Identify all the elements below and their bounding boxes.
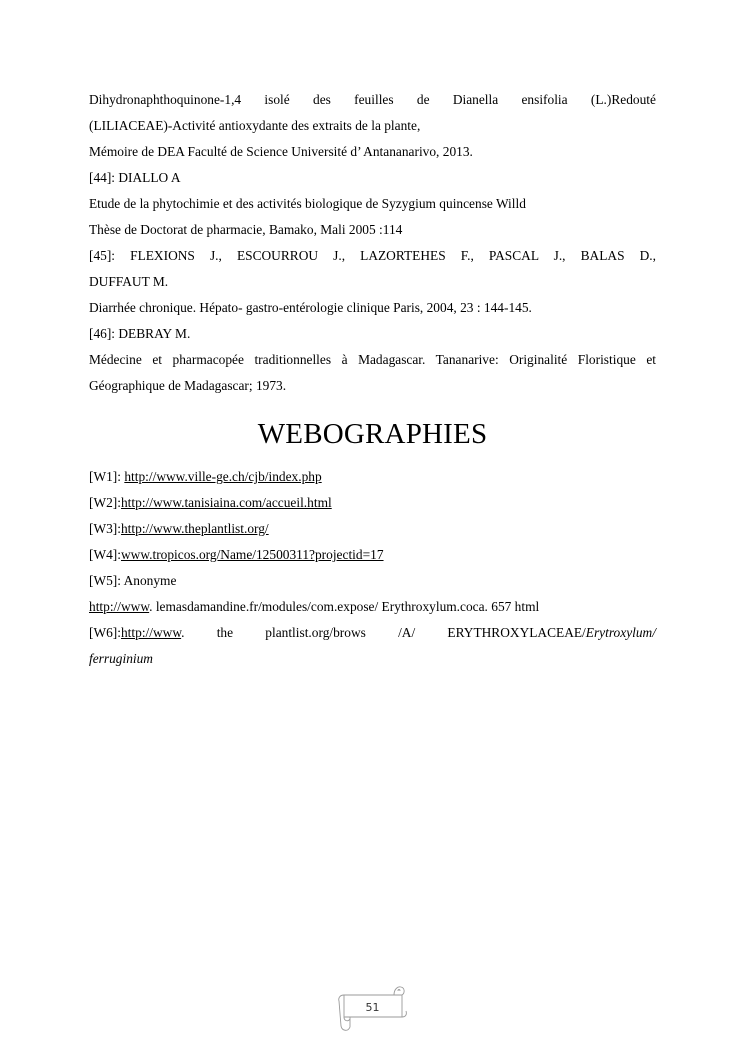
web-ref-w5-label: [W5]: Anonyme: [89, 573, 177, 588]
web-ref-w6-cont: ferruginium: [89, 651, 153, 666]
web-ref-link[interactable]: http://www.theplantlist.org/: [120, 521, 269, 536]
web-ref-w4: [89, 542, 656, 568]
webographies-heading: WEBOGRAPHIES: [257, 418, 488, 450]
text-segment: plantlist.org/brows: [265, 625, 366, 640]
web-ref-label: [W4]:: [89, 547, 121, 562]
web-ref-text: . lemasdamandine.fr/modules/com.expose/ Erythroxylum.coca. 657 html: [149, 599, 540, 614]
text-segment: ERYTHROXYLACEAE/: [447, 625, 586, 640]
reference-46-author: [46]: DEBRAY M.: [89, 326, 191, 341]
web-ref-w2: [89, 490, 656, 516]
reference-45-authors-cont: DUFFAUT M.: [89, 274, 169, 289]
text-segment: feuilles: [354, 92, 394, 107]
text-segment: Dianella: [452, 92, 499, 107]
web-ref-link[interactable]: http://www: [120, 625, 182, 640]
text-segment: /A/: [398, 625, 416, 640]
reference-44-source: Thèse de Doctorat de pharmacie, Bamako, Mali 2005 :114: [89, 222, 403, 237]
web-ref-label: [W1]:: [89, 469, 125, 484]
text-segment: Dihydronaphthoquinone-1,4: [89, 92, 242, 107]
text-segment: Médecine et pharmacopée traditionnelles à Madagascar. Tananarive: Originalité Floristique et: [89, 352, 656, 367]
reference-45-title: Diarrhée chronique. Hépato- gastro-entérologie clinique Paris, 2004, 23 : 144-145.: [89, 300, 532, 315]
text-segment: .: [181, 625, 185, 640]
reference-45-authors: [89, 243, 656, 269]
text-segment: ensifolia: [521, 92, 568, 107]
web-ref-w1: [89, 464, 656, 490]
references-body: [89, 87, 656, 672]
web-ref-link[interactable]: http://www.tanisiaina.com/accueil.html: [120, 495, 332, 510]
web-ref-label: [W2]:: [89, 495, 121, 510]
web-ref-link[interactable]: http://www: [89, 599, 150, 614]
reference-46-title-cont: Géographique de Madagascar; 1973.: [89, 378, 287, 393]
text-segment: des: [313, 92, 331, 107]
text-segment: isolé: [264, 92, 290, 107]
text-segment: de: [416, 92, 430, 107]
web-ref-label: [W6]:: [89, 625, 121, 640]
reference-44-title: Etude de la phytochimie et des activités biologique de Syzygium quincense Willd: [89, 196, 526, 211]
web-ref-link[interactable]: http://www.ville-ge.ch/cjb/index.php: [124, 469, 322, 484]
reference-line-3: Mémoire de DEA Faculté de Science Université d’ Antananarivo, 2013.: [89, 144, 473, 159]
text-segment: [45]: FLEXIONS J., ESCOURROU J., LAZORTEHES F., PASCAL J., BALAS D.,: [89, 248, 656, 263]
web-ref-w6: [89, 620, 656, 646]
text-segment: (L.)Redouté: [590, 92, 656, 107]
reference-line-2: (LILIACEAE)-Activité antioxydante des extraits de la plante,: [89, 118, 421, 133]
reference-44-author: [44]: DIALLO A: [89, 170, 181, 185]
reference-line-1: [89, 87, 656, 113]
page-number: 51: [365, 1001, 380, 1014]
reference-46-title: [89, 347, 656, 373]
web-ref-label: [W3]:: [89, 521, 121, 536]
italic-genus: Erytroxylum/: [585, 625, 656, 640]
page-number-scroll-ornament: [336, 981, 409, 1033]
web-ref-link[interactable]: www.tropicos.org/Name/12500311?projectid=17: [120, 547, 384, 562]
web-ref-label-group: [89, 625, 184, 640]
text-segment: the: [216, 625, 234, 640]
web-ref-w3: [89, 516, 656, 542]
web-ref-w5: [89, 594, 656, 620]
text-segment-group: [447, 625, 656, 640]
